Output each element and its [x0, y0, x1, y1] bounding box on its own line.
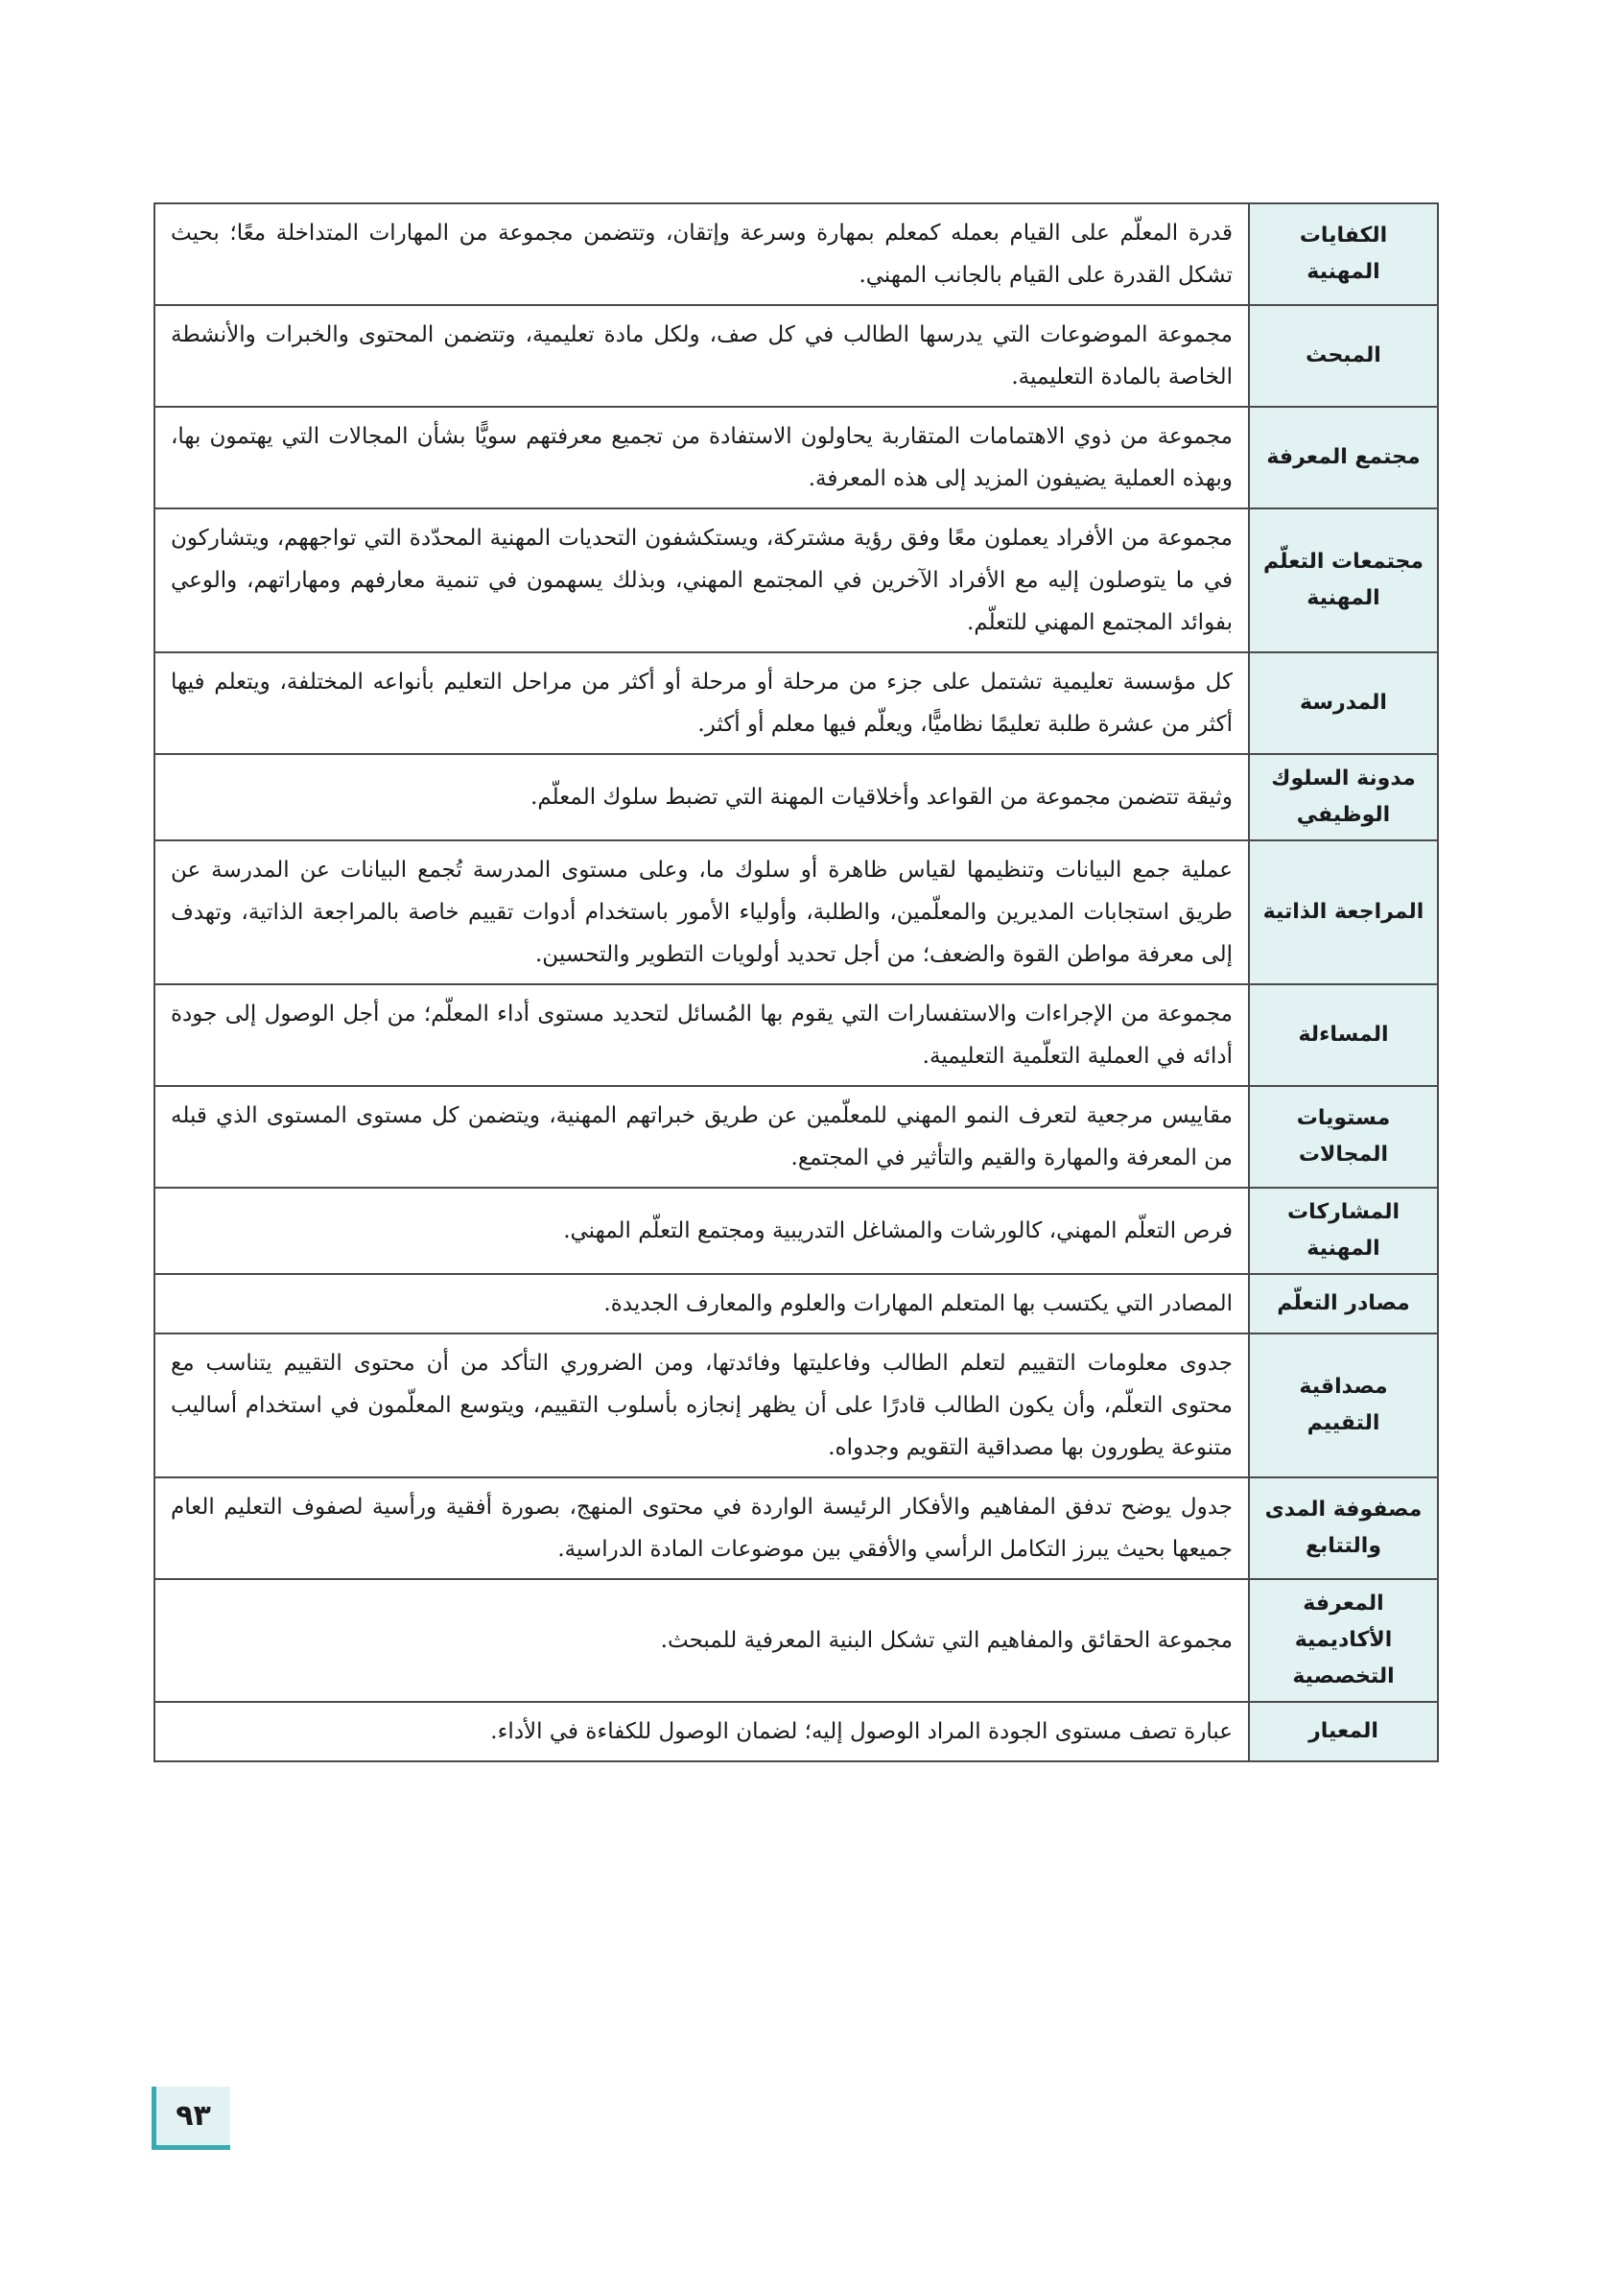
definition-cell: كل مؤسسة تعليمية تشتمل على جزء من مرحلة أو مرحلة أو أكثر من مراحل التعليم بأنواعه المختلفة، ويتعلم فيها أكثر من عشرة طلبة تعليمًا نظاميًّا، ويعلّم فيها معلم أو أكثر.	[154, 652, 1249, 754]
term-cell: المبحث	[1249, 305, 1438, 407]
definition-cell: المصادر التي يكتسب بها المتعلم المهارات والعلوم والمعارف الجديدة.	[154, 1274, 1249, 1333]
definition-cell: عبارة تصف مستوى الجودة المراد الوصول إليه؛ لضمان الوصول للكفاءة في الأداء.	[154, 1702, 1249, 1761]
table-row	[154, 754, 1438, 840]
table-row	[154, 840, 1438, 984]
term-cell: مستويات المجالات	[1249, 1086, 1438, 1188]
term-cell: الكفايات المهنية	[1249, 203, 1438, 305]
term-cell: مجتمعات التعلّم المهنية	[1249, 508, 1438, 652]
table-row	[154, 508, 1438, 652]
table-row	[154, 1086, 1438, 1188]
definition-cell: مجموعة من الإجراءات والاستفسارات التي يقوم بها المُسائل لتحديد مستوى أداء المعلّم؛ من أجل الوصول إلى جودة أدائه في العملية التعلّمية التعليمية.	[154, 984, 1249, 1086]
definition-cell: مجموعة الحقائق والمفاهيم التي تشكل البنية المعرفية للمبحث.	[154, 1579, 1249, 1702]
page-number: ٩٣	[152, 2087, 230, 2150]
definition-cell: مجموعة الموضوعات التي يدرسها الطالب في كل صف، ولكل مادة تعليمية، وتتضمن المحتوى والخبرات والأنشطة الخاصة بالمادة التعليمية.	[154, 305, 1249, 407]
definition-cell: جدول يوضح تدفق المفاهيم والأفكار الرئيسة الواردة في محتوى المنهج، بصورة أفقية ورأسية لصفوف التعليم العام جميعها بحيث يبرز التكامل الرأسي والأفقي بين موضوعات المادة الدراسية.	[154, 1477, 1249, 1579]
glossary-body	[154, 203, 1438, 1761]
table-row	[154, 1579, 1438, 1702]
definition-cell: وثيقة تتضمن مجموعة من القواعد وأخلاقيات المهنة التي تضبط سلوك المعلّم.	[154, 754, 1249, 840]
table-row	[154, 1188, 1438, 1274]
table-row	[154, 1477, 1438, 1579]
definition-cell: مجموعة من الأفراد يعملون معًا وفق رؤية مشتركة، ويستكشفون التحديات المهنية المحدّدة التي تواجههم، ويتشاركون في ما يتوصلون إليه مع الأفراد الآخرين في المجتمع المهني، وبذلك يسهمون في تنمية معارفهم ومهاراتهم، والوعي بفوائد المجتمع المهني للتعلّم.	[154, 508, 1249, 652]
definition-cell: فرص التعلّم المهني، كالورشات والمشاغل التدريبية ومجتمع التعلّم المهني.	[154, 1188, 1249, 1274]
term-cell: مصفوفة المدى والتتابع	[1249, 1477, 1438, 1579]
table-row	[154, 1702, 1438, 1761]
definition-cell: مجموعة من ذوي الاهتمامات المتقاربة يحاولون الاستفادة من تجميع معرفتهم سويًّا بشأن المجالات التي يهتمون بها، وبهذه العملية يضيفون المزيد إلى هذه المعرفة.	[154, 407, 1249, 508]
term-cell: المشاركات المهنية	[1249, 1188, 1438, 1274]
table-row	[154, 1274, 1438, 1333]
term-cell: المساءلة	[1249, 984, 1438, 1086]
term-cell: المراجعة الذاتية	[1249, 840, 1438, 984]
table-row	[154, 1333, 1438, 1477]
table-row	[154, 652, 1438, 754]
term-cell: مصداقية التقييم	[1249, 1333, 1438, 1477]
term-cell: المدرسة	[1249, 652, 1438, 754]
term-cell: مدونة السلوك الوظيفي	[1249, 754, 1438, 840]
definition-cell: مقاييس مرجعية لتعرف النمو المهني للمعلّمين عن طريق خبراتهم المهنية، ويتضمن كل مستوى المستوى الذي قبله من المعرفة والمهارة والقيم والتأثير في المجتمع.	[154, 1086, 1249, 1188]
term-cell: المعيار	[1249, 1702, 1438, 1761]
table-row	[154, 984, 1438, 1086]
term-cell: مصادر التعلّم	[1249, 1274, 1438, 1333]
definition-cell: جدوى معلومات التقييم لتعلم الطالب وفاعليتها وفائدتها، ومن الضروري التأكد من أن محتوى التقييم يتناسب مع محتوى التعلّم، وأن يكون الطالب قادرًا على أن يظهر إنجازه بأسلوب التقييم، ويتوسع المعلّمون في استخدام أساليب متنوعة يطورون بها مصداقية التقويم وجدواه.	[154, 1333, 1249, 1477]
glossary-table	[153, 202, 1439, 1762]
definition-cell: قدرة المعلّم على القيام بعمله كمعلم بمهارة وسرعة وإتقان، وتتضمن مجموعة من المهارات المتداخلة معًا؛ بحيث تشكل القدرة على القيام بالجانب المهني.	[154, 203, 1249, 305]
table-row	[154, 203, 1438, 305]
table-row	[154, 305, 1438, 407]
table-row	[154, 407, 1438, 508]
term-cell: مجتمع المعرفة	[1249, 407, 1438, 508]
definition-cell: عملية جمع البيانات وتنظيمها لقياس ظاهرة أو سلوك ما، وعلى مستوى المدرسة تُجمع البيانات عن المدرسة عن طريق استجابات المديرين والمعلّمين، والطلبة، وأولياء الأمور باستخدام أدوات تقييم خاصة بالمراجعة الذاتية، وتهدف إلى معرفة مواطن القوة والضعف؛ من أجل تحديد أولويات التطوير والتحسين.	[154, 840, 1249, 984]
term-cell: المعرفة الأكاديمية التخصصية	[1249, 1579, 1438, 1702]
